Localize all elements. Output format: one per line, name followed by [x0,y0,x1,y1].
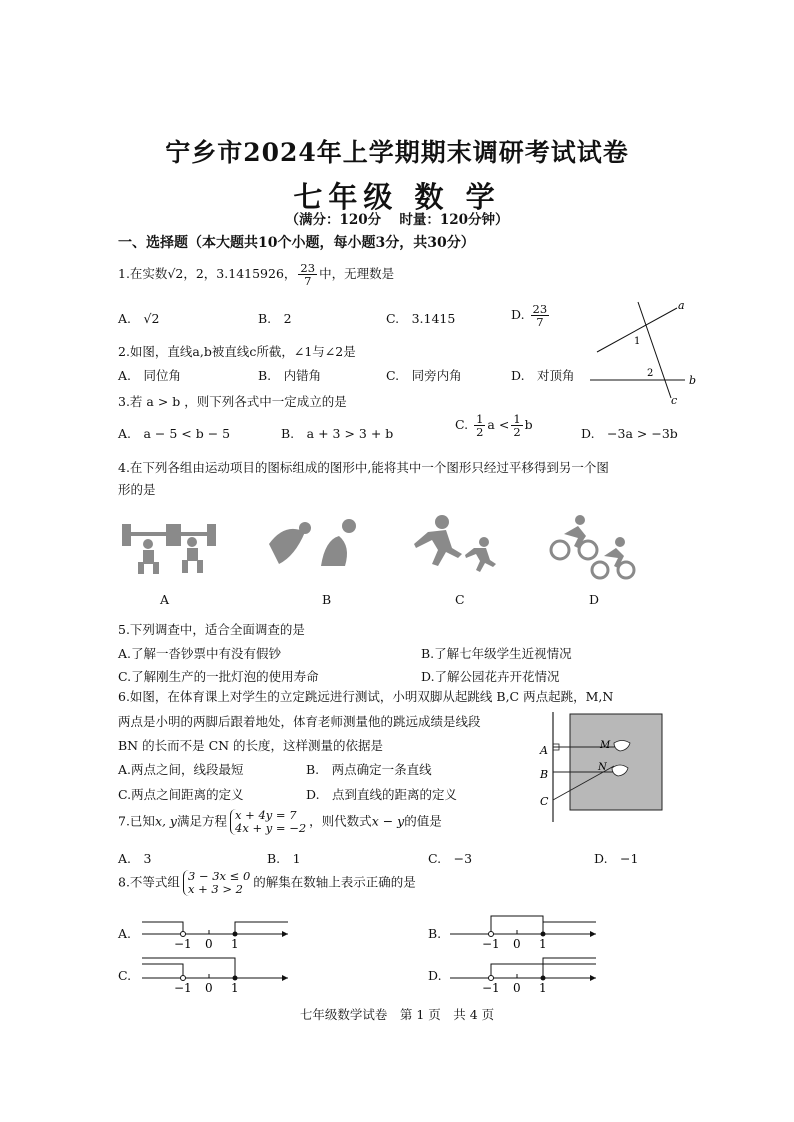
svg-text:A: A [540,744,548,757]
q1-option-b: B. 2 [258,311,292,326]
inequality-system: 3 − 3x ≤ 0 x + 3 > 2 [183,870,250,896]
label-b: b [689,374,697,387]
svg-text:1: 1 [231,937,239,951]
question-1-stem: 1.在实数√2，2，3.1415926， $\frac{23}{7}$ 中，无理数是 [118,261,395,289]
question-4-stem-2: 形的是 [118,482,156,497]
svg-text:C: C [540,795,549,808]
q8-option-d: D. [428,968,442,983]
q5-option-d: D.了解公园花卉开花情况 [421,669,560,684]
equation-system: x + 4y = 7 4x + y = −2 [230,809,306,835]
cycling-icons [548,512,640,580]
svg-text:0: 0 [513,937,521,951]
line-c [638,302,671,398]
q2-option-b: B. 内错角 [258,368,322,383]
q6-option-a: A.两点之间，线段最短 [118,762,244,777]
svg-text:−1: −1 [482,937,500,951]
sandpit [570,714,662,810]
svg-text:0: 0 [205,937,213,951]
q8-option-b: B. [428,926,442,941]
diving-icons [265,516,360,576]
number-line-a [140,910,292,952]
svg-text:N: N [598,762,607,773]
q2-option-a: A. 同位角 [118,368,182,383]
question-4-stem-1: 4.在下列各组由运动项目的图标组成的图形中,能将其中一个图形只经过平移得到另一个图 [118,460,609,475]
exam-title: 宁乡市2024年上学期期末调研考试试卷 [165,138,629,167]
question-7-stem: 7.已知x, y满足方程 x + 4y = 7 4x + y = −2 ，则代数式x − y的值是 [118,808,442,836]
svg-text:1: 1 [231,981,239,995]
q5-option-b: B.了解七年级学生近视情况 [421,646,572,661]
parallel-lines-figure [585,300,700,408]
number-line-b [448,910,600,952]
running-icons [408,514,498,576]
svg-text:M: M [600,740,611,751]
angle-2-label: 2 [647,368,654,379]
question-6-stem-1: 6.如图，在体育课上对学生的立定跳远进行测试，小明双脚从起跳线 B,C 两点起跳，M,N [118,689,614,704]
svg-text:0: 0 [513,981,521,995]
number-line-d [448,952,600,996]
question-3-stem: 3.若 a > b ，则下列各式中一定成立的是 [118,394,347,409]
svg-text:1: 1 [539,981,547,995]
q3-option-b: B. a + 3 > 3 + b [281,426,394,441]
q7-option-d: D. −1 [594,851,639,866]
question-5-stem: 5.下列调查中，适合全面调查的是 [118,622,305,637]
exam-info: （满分：120分 时量：120分钟） [285,212,509,228]
sqrt2: √2 [167,266,184,282]
number-line-c [140,952,292,996]
q7-option-c: C. −3 [428,851,473,866]
q4-label-d: D [589,592,600,607]
angle-1-label: 1 [634,336,641,347]
label-a: a [678,300,685,312]
svg-text:B: B [540,768,549,781]
fraction-23-7: $\frac{23}{7}$ [300,261,316,289]
q7-option-a: A. 3 [118,851,152,866]
q6-option-c: C.两点之间距离的定义 [118,787,244,802]
q5-option-a: A.了解一沓钞票中有没有假钞 [118,646,282,661]
q8-option-c: C. [118,968,132,983]
q6-option-b: B. 两点确定一条直线 [306,762,432,777]
svg-text:0: 0 [205,981,213,995]
question-8-stem: 8.不等式组 3 − 3x ≤ 0 x + 3 > 2 的解集在数轴上表示正确的是 [118,869,416,897]
q8-option-a: A. [118,926,132,941]
q6-option-d: D. 点到直线的距离的定义 [306,787,458,802]
svg-text:−1: −1 [482,981,500,995]
q3-option-a: A. a − 5 < b − 5 [118,426,231,441]
q3-option-c: C. $\frac{1}{2}$ a < $\frac{1}{2}$ b [455,412,533,440]
q4-label-b: B [322,592,332,607]
q7-option-b: B. 1 [267,851,301,866]
q4-label-a: A [160,592,170,607]
label-c: c [671,394,678,407]
page-footer: 七年级数学试卷 第 1 页 共 4 页 [299,1007,495,1022]
section-heading: 一、选择题（本大题共10个小题，每小题3分，共30分） [118,235,475,251]
q3-option-d: D. −3a > −3b [581,426,678,441]
exam-subject: 七年级 数 学 [293,180,501,214]
svg-text:−1: −1 [174,937,192,951]
q1-option-a: A. √2 [118,311,160,326]
q1-option-c: C. 3.1415 [386,311,456,326]
svg-text:1: 1 [539,937,547,951]
weightlifting-icons [120,518,220,576]
q1-option-d: D. $\frac{23}{7}$ [511,302,548,330]
q4-label-c: C [455,592,465,607]
q2-option-c: C. 同旁内角 [386,368,462,383]
svg-text:−1: −1 [174,981,192,995]
question-6-stem-2: 两点是小明的两脚后跟着地处，体育老师测量他的跳远成绩是线段 [118,714,481,729]
question-6-stem-3: BN 的长而不是 CN 的长度，这样测量的依据是 [118,738,384,753]
q2-option-d: D. 对顶角 [511,368,575,383]
q5-option-c: C.了解刚生产的一批灯泡的使用寿命 [118,669,319,684]
question-2-stem: 2.如图，直线a,b被直线c所截，∠1与∠2是 [118,344,356,359]
long-jump-figure [536,712,666,824]
